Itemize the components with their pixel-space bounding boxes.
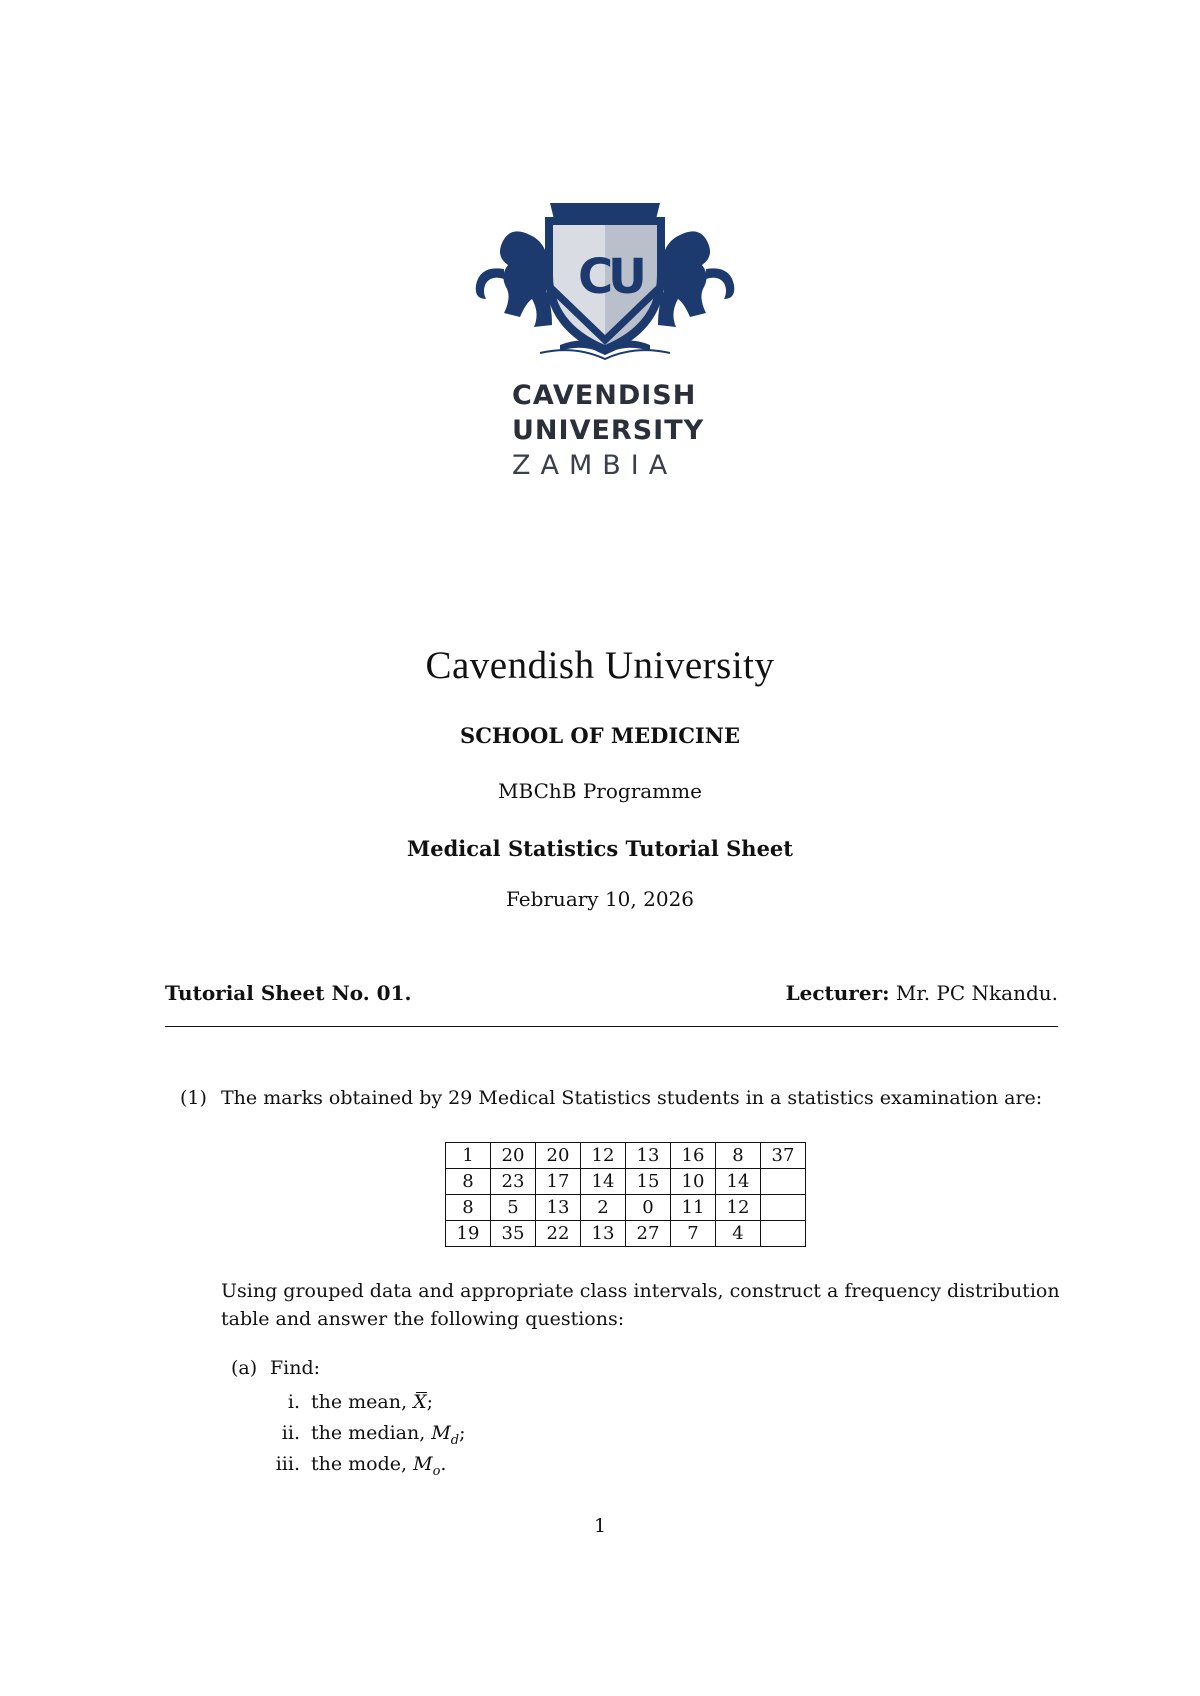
table-cell: 23 bbox=[491, 1169, 536, 1195]
svg-text:C: C bbox=[578, 249, 614, 305]
sheet-date: February 10, 2026 bbox=[505, 887, 695, 911]
table-cell bbox=[761, 1221, 806, 1247]
table-cell: 27 bbox=[626, 1221, 671, 1247]
table-cell: 7 bbox=[671, 1221, 716, 1247]
table-cell: 12 bbox=[581, 1143, 626, 1169]
table-cell: 17 bbox=[536, 1169, 581, 1195]
programme-name: MBChB Programme bbox=[498, 779, 702, 803]
lecturer-name: Mr. PC Nkandu. bbox=[895, 981, 1058, 1005]
crest-icon bbox=[460, 195, 750, 380]
school-name: SCHOOL OF MEDICINE bbox=[460, 723, 740, 748]
table-cell: 22 bbox=[536, 1221, 581, 1247]
table-row bbox=[446, 1143, 806, 1169]
table-cell: 8 bbox=[446, 1169, 491, 1195]
table-cell: 15 bbox=[626, 1169, 671, 1195]
table-cell: 35 bbox=[491, 1221, 536, 1247]
part-a-text: Find: bbox=[270, 1357, 321, 1379]
table-cell: 8 bbox=[446, 1195, 491, 1221]
question-number: (1) bbox=[180, 1087, 207, 1109]
lecturer-info bbox=[786, 981, 1058, 1005]
page-number: 1 bbox=[593, 1515, 607, 1537]
table-cell: 1 bbox=[446, 1143, 491, 1169]
table-cell: 4 bbox=[716, 1221, 761, 1247]
table-cell: 37 bbox=[761, 1143, 806, 1169]
table-cell: 11 bbox=[671, 1195, 716, 1221]
table-row bbox=[446, 1221, 806, 1247]
question-text: The marks obtained by 29 Medical Statistics students in a statistics examination are: bbox=[221, 1087, 1043, 1109]
header-rule bbox=[165, 1026, 1058, 1027]
part-a-label: (a) bbox=[231, 1357, 258, 1379]
table-cell bbox=[761, 1195, 806, 1221]
marks-table bbox=[445, 1142, 806, 1247]
table-cell: 13 bbox=[536, 1195, 581, 1221]
table-cell: 20 bbox=[491, 1143, 536, 1169]
table-cell: 14 bbox=[716, 1169, 761, 1195]
item-mode: the mode, $M_o$. bbox=[311, 1453, 447, 1479]
table-cell: 2 bbox=[581, 1195, 626, 1221]
table-cell bbox=[761, 1169, 806, 1195]
item-mean: the mean, X; bbox=[311, 1391, 434, 1413]
table-cell: 8 bbox=[716, 1143, 761, 1169]
table-row bbox=[446, 1169, 806, 1195]
svg-text:U: U bbox=[608, 249, 647, 305]
logo-wordmark-line1: CAVENDISH bbox=[512, 380, 697, 411]
university-logo bbox=[460, 195, 750, 495]
document-page: C U CAVENDISH UNIVERSITY ZAMBIA Cavendish University SCHOOL OF MEDICINE MBChB Programme Medical Statistics Tutorial Sheet February 10, 2026 Tutorial Sheet No. 01. Lecturer: Mr. PC Nkandu. (1) The marks obtained by 29 Medical Statistics students in a statistics examination are: 1 20 20 12 13 16 8 37 8 23 17 14 15 10 14 8 5 13 2 0 11 12 19 35 22 13 27 7 4 Using grouped data and appropriate class intervals, construct a frequency distribution table and answer the following questions: (a) Find: i. the mean, X; ii. the median, $M_d$; iii. the mode, $M_o$. 1 bbox=[0, 0, 1200, 1696]
table-cell: 16 bbox=[671, 1143, 716, 1169]
university-name: Cavendish University bbox=[425, 644, 775, 687]
table-cell: 13 bbox=[581, 1221, 626, 1247]
sheet-title: Medical Statistics Tutorial Sheet bbox=[407, 836, 793, 861]
logo-wordmark-line3: ZAMBIA bbox=[512, 450, 678, 481]
tutorial-sheet-number: Tutorial Sheet No. 01. bbox=[165, 981, 412, 1005]
question-instruction: Using grouped data and appropriate class intervals, construct a frequency distribution table and answer the following questions: bbox=[221, 1280, 1060, 1330]
table-cell: 14 bbox=[581, 1169, 626, 1195]
table-cell: 20 bbox=[536, 1143, 581, 1169]
table-cell: 13 bbox=[626, 1143, 671, 1169]
logo-wordmark-line2: UNIVERSITY bbox=[512, 415, 705, 446]
table-cell: 19 bbox=[446, 1221, 491, 1247]
table-cell: 5 bbox=[491, 1195, 536, 1221]
table-row bbox=[446, 1195, 806, 1221]
table-cell: 10 bbox=[671, 1169, 716, 1195]
table-cell: 0 bbox=[626, 1195, 671, 1221]
lecturer-label: Lecturer: bbox=[785, 981, 890, 1005]
item-median: the median, $M_d$; bbox=[311, 1422, 466, 1448]
table-cell: 12 bbox=[716, 1195, 761, 1221]
